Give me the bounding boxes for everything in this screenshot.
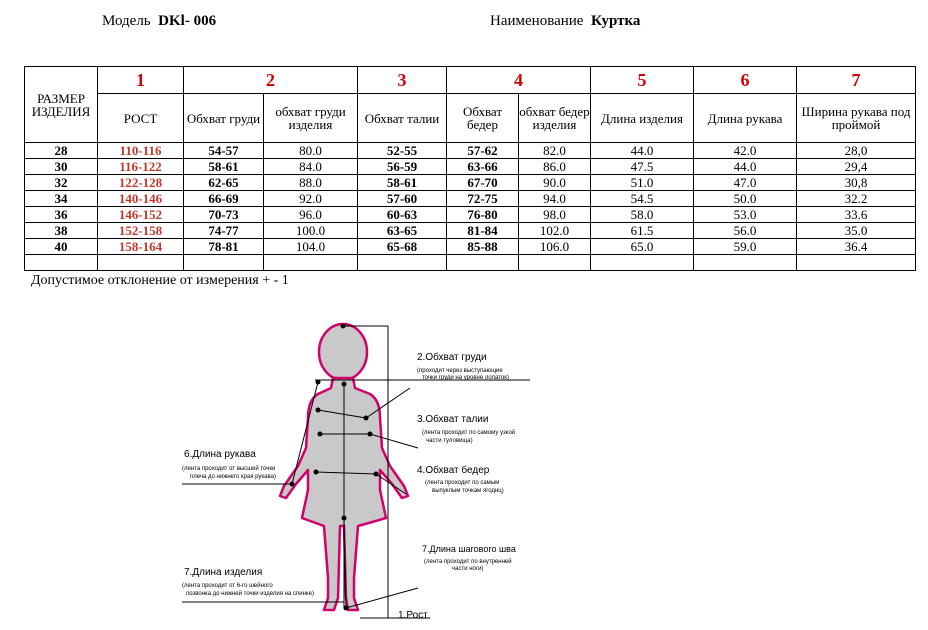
table-row xyxy=(25,159,916,175)
table-cell: 57-60 xyxy=(358,191,447,207)
model-value: DKl- 006 xyxy=(158,13,217,29)
table-row xyxy=(25,175,916,191)
table-cell: 116-122 xyxy=(98,159,184,175)
table-cell: 32.2 xyxy=(797,191,916,207)
table-cell: 76-80 xyxy=(447,207,519,223)
length-note: позвонка до нижней точки изделия на спинке) xyxy=(186,591,314,597)
waist-note: части туловища) xyxy=(426,438,473,444)
table-cell: 88.0 xyxy=(264,175,358,191)
table-cell: 56.0 xyxy=(694,223,797,239)
table-cell: 54-57 xyxy=(184,143,264,159)
table-cell: 29,4 xyxy=(797,159,916,175)
table-cell: 53.0 xyxy=(694,207,797,223)
table-cell: 34 xyxy=(25,191,98,207)
col-number: 1 xyxy=(98,67,184,94)
table-cell: 58-61 xyxy=(184,159,264,175)
table-cell: 66-69 xyxy=(184,191,264,207)
table-cell: 96.0 xyxy=(264,207,358,223)
table-cell: 42.0 xyxy=(694,143,797,159)
model-header xyxy=(102,13,216,30)
col-header: Обхват груди xyxy=(184,94,264,143)
col-number: 5 xyxy=(591,67,694,94)
name-label: Наименование xyxy=(490,13,584,29)
table-cell: 62-65 xyxy=(184,175,264,191)
table-cell: 44.0 xyxy=(591,143,694,159)
table-cell: 82.0 xyxy=(519,143,591,159)
table-cell: 104.0 xyxy=(264,239,358,255)
table-cell: 140-146 xyxy=(98,191,184,207)
table-cell: 58-61 xyxy=(358,175,447,191)
name-header xyxy=(490,13,640,30)
table-cell: 65-68 xyxy=(358,239,447,255)
waist-note: (лента проходит по самому узкой xyxy=(422,430,516,436)
height-title: 1.Рост xyxy=(398,610,428,621)
size-header: РАЗМЕР ИЗДЕЛИЯ xyxy=(25,67,98,143)
col-header: обхват груди изделия xyxy=(264,94,358,143)
chest-note: точки груди на уровне лопаток) xyxy=(422,375,509,381)
table-cell: 63-66 xyxy=(447,159,519,175)
table-cell: 90.0 xyxy=(519,175,591,191)
model-label: Модель xyxy=(102,13,151,29)
col-header: обхват бедер изделия xyxy=(519,94,591,143)
col-header: Ширина рукава под проймой xyxy=(797,94,916,143)
table-cell: 56-59 xyxy=(358,159,447,175)
waist-title: 3.Обхват талии xyxy=(417,414,489,425)
chest-note: (проходит через выступающие xyxy=(417,368,503,374)
measurement-figure xyxy=(170,318,530,624)
table-cell: 38 xyxy=(25,223,98,239)
table-cell: 110-116 xyxy=(98,143,184,159)
table-cell: 47.0 xyxy=(694,175,797,191)
table-cell: 44.0 xyxy=(694,159,797,175)
table-cell: 92.0 xyxy=(264,191,358,207)
table-cell: 36 xyxy=(25,207,98,223)
name-value: Куртка xyxy=(590,13,641,29)
table-cell: 28 xyxy=(25,143,98,159)
col-header: РОСТ xyxy=(98,94,184,143)
hip-title: 4.Обхват бедер xyxy=(417,465,490,476)
table-cell: 94.0 xyxy=(519,191,591,207)
table-cell: 50.0 xyxy=(694,191,797,207)
tolerance-note: Допустимое отклонение от измерения + - 1 xyxy=(31,273,289,288)
sleeve-note: плеча до нижнего края рукава) xyxy=(190,474,276,480)
table-cell: 59.0 xyxy=(694,239,797,255)
inseam-note: части ноги) xyxy=(452,566,484,572)
col-number: 7 xyxy=(797,67,916,94)
table-cell: 33.6 xyxy=(797,207,916,223)
sleeve-note: (лента проходит от высшей точки xyxy=(182,466,276,472)
table-cell: 74-77 xyxy=(184,223,264,239)
table-cell: 28,0 xyxy=(797,143,916,159)
table-cell: 81-84 xyxy=(447,223,519,239)
inseam-note: (лента проходит по внутренней xyxy=(424,559,512,565)
table-cell: 58.0 xyxy=(591,207,694,223)
table-row xyxy=(25,143,916,159)
table-row xyxy=(25,207,916,223)
table-cell: 52-55 xyxy=(358,143,447,159)
table-cell: 47.5 xyxy=(591,159,694,175)
col-header: Обхват талии xyxy=(358,94,447,143)
table-cell: 61.5 xyxy=(591,223,694,239)
table-cell: 98.0 xyxy=(519,207,591,223)
table-cell: 70-73 xyxy=(184,207,264,223)
col-header: Обхват бедер xyxy=(447,94,519,143)
table-cell: 40 xyxy=(25,239,98,255)
table-cell: 102.0 xyxy=(519,223,591,239)
col-header: Длина рукава xyxy=(694,94,797,143)
table-cell: 35.0 xyxy=(797,223,916,239)
col-number: 6 xyxy=(694,67,797,94)
col-number: 4 xyxy=(447,67,591,94)
table-cell: 152-158 xyxy=(98,223,184,239)
table-cell: 63-65 xyxy=(358,223,447,239)
table-cell: 122-128 xyxy=(98,175,184,191)
table-cell: 32 xyxy=(25,175,98,191)
hip-note: (лента проходит по самым xyxy=(425,480,500,486)
table-cell: 57-62 xyxy=(447,143,519,159)
table-cell: 146-152 xyxy=(98,207,184,223)
table-cell: 36.4 xyxy=(797,239,916,255)
table-cell: 100.0 xyxy=(264,223,358,239)
table-row xyxy=(25,223,916,239)
chest-title: 2.Обхват груди xyxy=(417,352,487,363)
col-number: 2 xyxy=(184,67,358,94)
length-note: (лента проходит от 6-го шейного xyxy=(182,583,273,589)
size-table xyxy=(24,66,916,271)
table-cell: 30,8 xyxy=(797,175,916,191)
table-cell: 84.0 xyxy=(264,159,358,175)
table-cell: 67-70 xyxy=(447,175,519,191)
table-cell: 54.5 xyxy=(591,191,694,207)
inseam-title: 7.Длина шагового шва xyxy=(422,544,516,554)
col-header: Длина изделия xyxy=(591,94,694,143)
table-cell: 86.0 xyxy=(519,159,591,175)
table-cell: 85-88 xyxy=(447,239,519,255)
table-cell: 106.0 xyxy=(519,239,591,255)
table-row xyxy=(25,239,916,255)
table-cell: 158-164 xyxy=(98,239,184,255)
table-cell: 51.0 xyxy=(591,175,694,191)
table-cell: 60-63 xyxy=(358,207,447,223)
table-cell: 30 xyxy=(25,159,98,175)
table-cell: 65.0 xyxy=(591,239,694,255)
table-cell: 80.0 xyxy=(264,143,358,159)
col-number: 3 xyxy=(358,67,447,94)
table-cell: 78-81 xyxy=(184,239,264,255)
sleeve-title: 6.Длина рукава xyxy=(184,449,256,460)
length-title: 7.Длина изделия xyxy=(184,567,263,578)
table-cell: 72-75 xyxy=(447,191,519,207)
hip-note: выпуклым точкам ягодиц) xyxy=(432,488,504,494)
table-row xyxy=(25,191,916,207)
